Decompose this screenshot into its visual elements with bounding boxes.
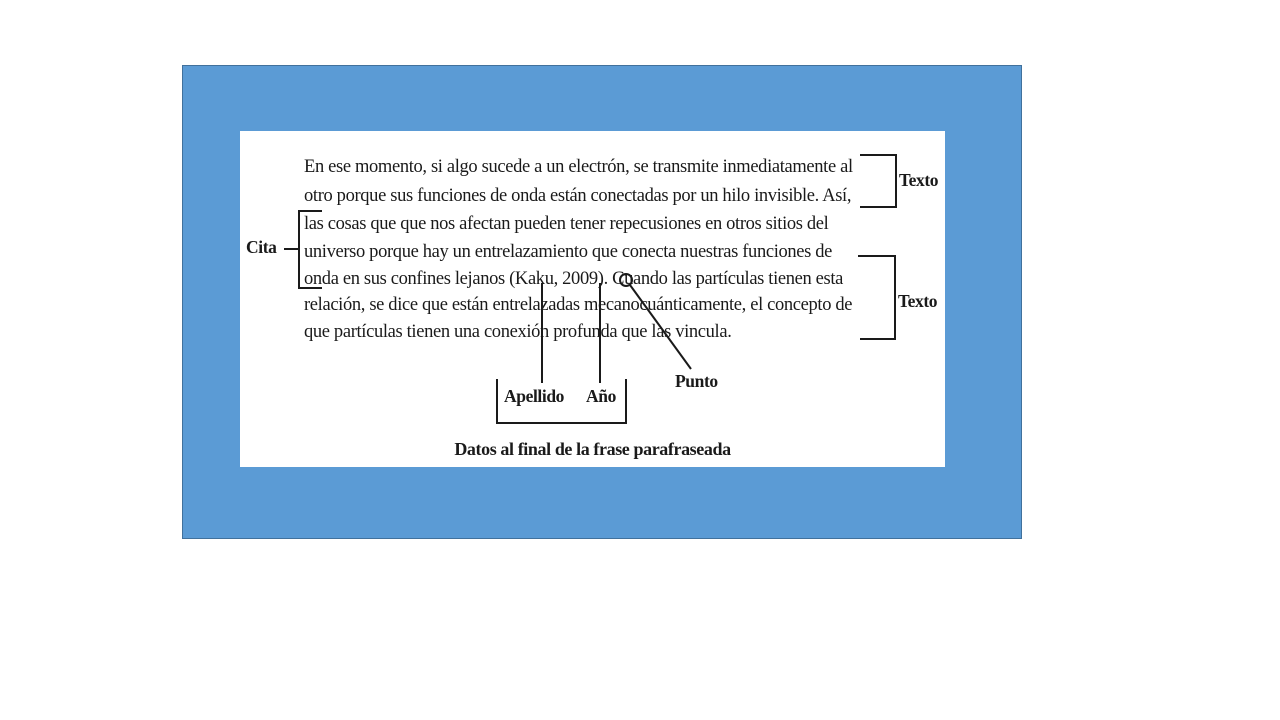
paragraph-line-5: onda en sus confines lejanos (Kaku, 2009). Cuando las partículas tienen esta [304,269,844,289]
label-punto: Punto [675,371,718,391]
punto-leader [630,285,691,369]
diagram-caption: Datos al final de la frase parafraseada [454,439,731,459]
label-texto-bottom: Texto [898,291,938,311]
texto-top-bracket [860,155,896,207]
cita-bracket [299,211,322,288]
paragraph-line-4: universo porque hay un entrelazamiento que conecta nuestras funciones de [304,242,833,262]
label-cita: Cita [246,237,277,257]
annotation-lines [240,131,945,467]
label-anio: Año [586,386,616,406]
punto-circle [620,274,632,286]
paragraph-line-3: las cosas que que nos afectan pueden tener repecusiones en otros sitios del [304,214,829,234]
label-texto-top: Texto [899,170,939,190]
texto-bottom-bracket [858,256,895,339]
citation-diagram-card [240,131,945,467]
paragraph-line-7: que partículas tienen una conexión profunda que las vincula. [304,322,732,342]
paragraph-line-6: relación, se dice que están entrelazadas mecanocuánticamente, el concepto de [304,295,853,315]
label-apellido: Apellido [504,386,565,406]
paragraph-line-1: En ese momento, si algo sucede a un electrón, se transmite inmediatamente al [304,157,853,177]
paragraph-line-2: otro porque sus funciones de onda están conectadas por un hilo invisible. Así, [304,186,852,206]
